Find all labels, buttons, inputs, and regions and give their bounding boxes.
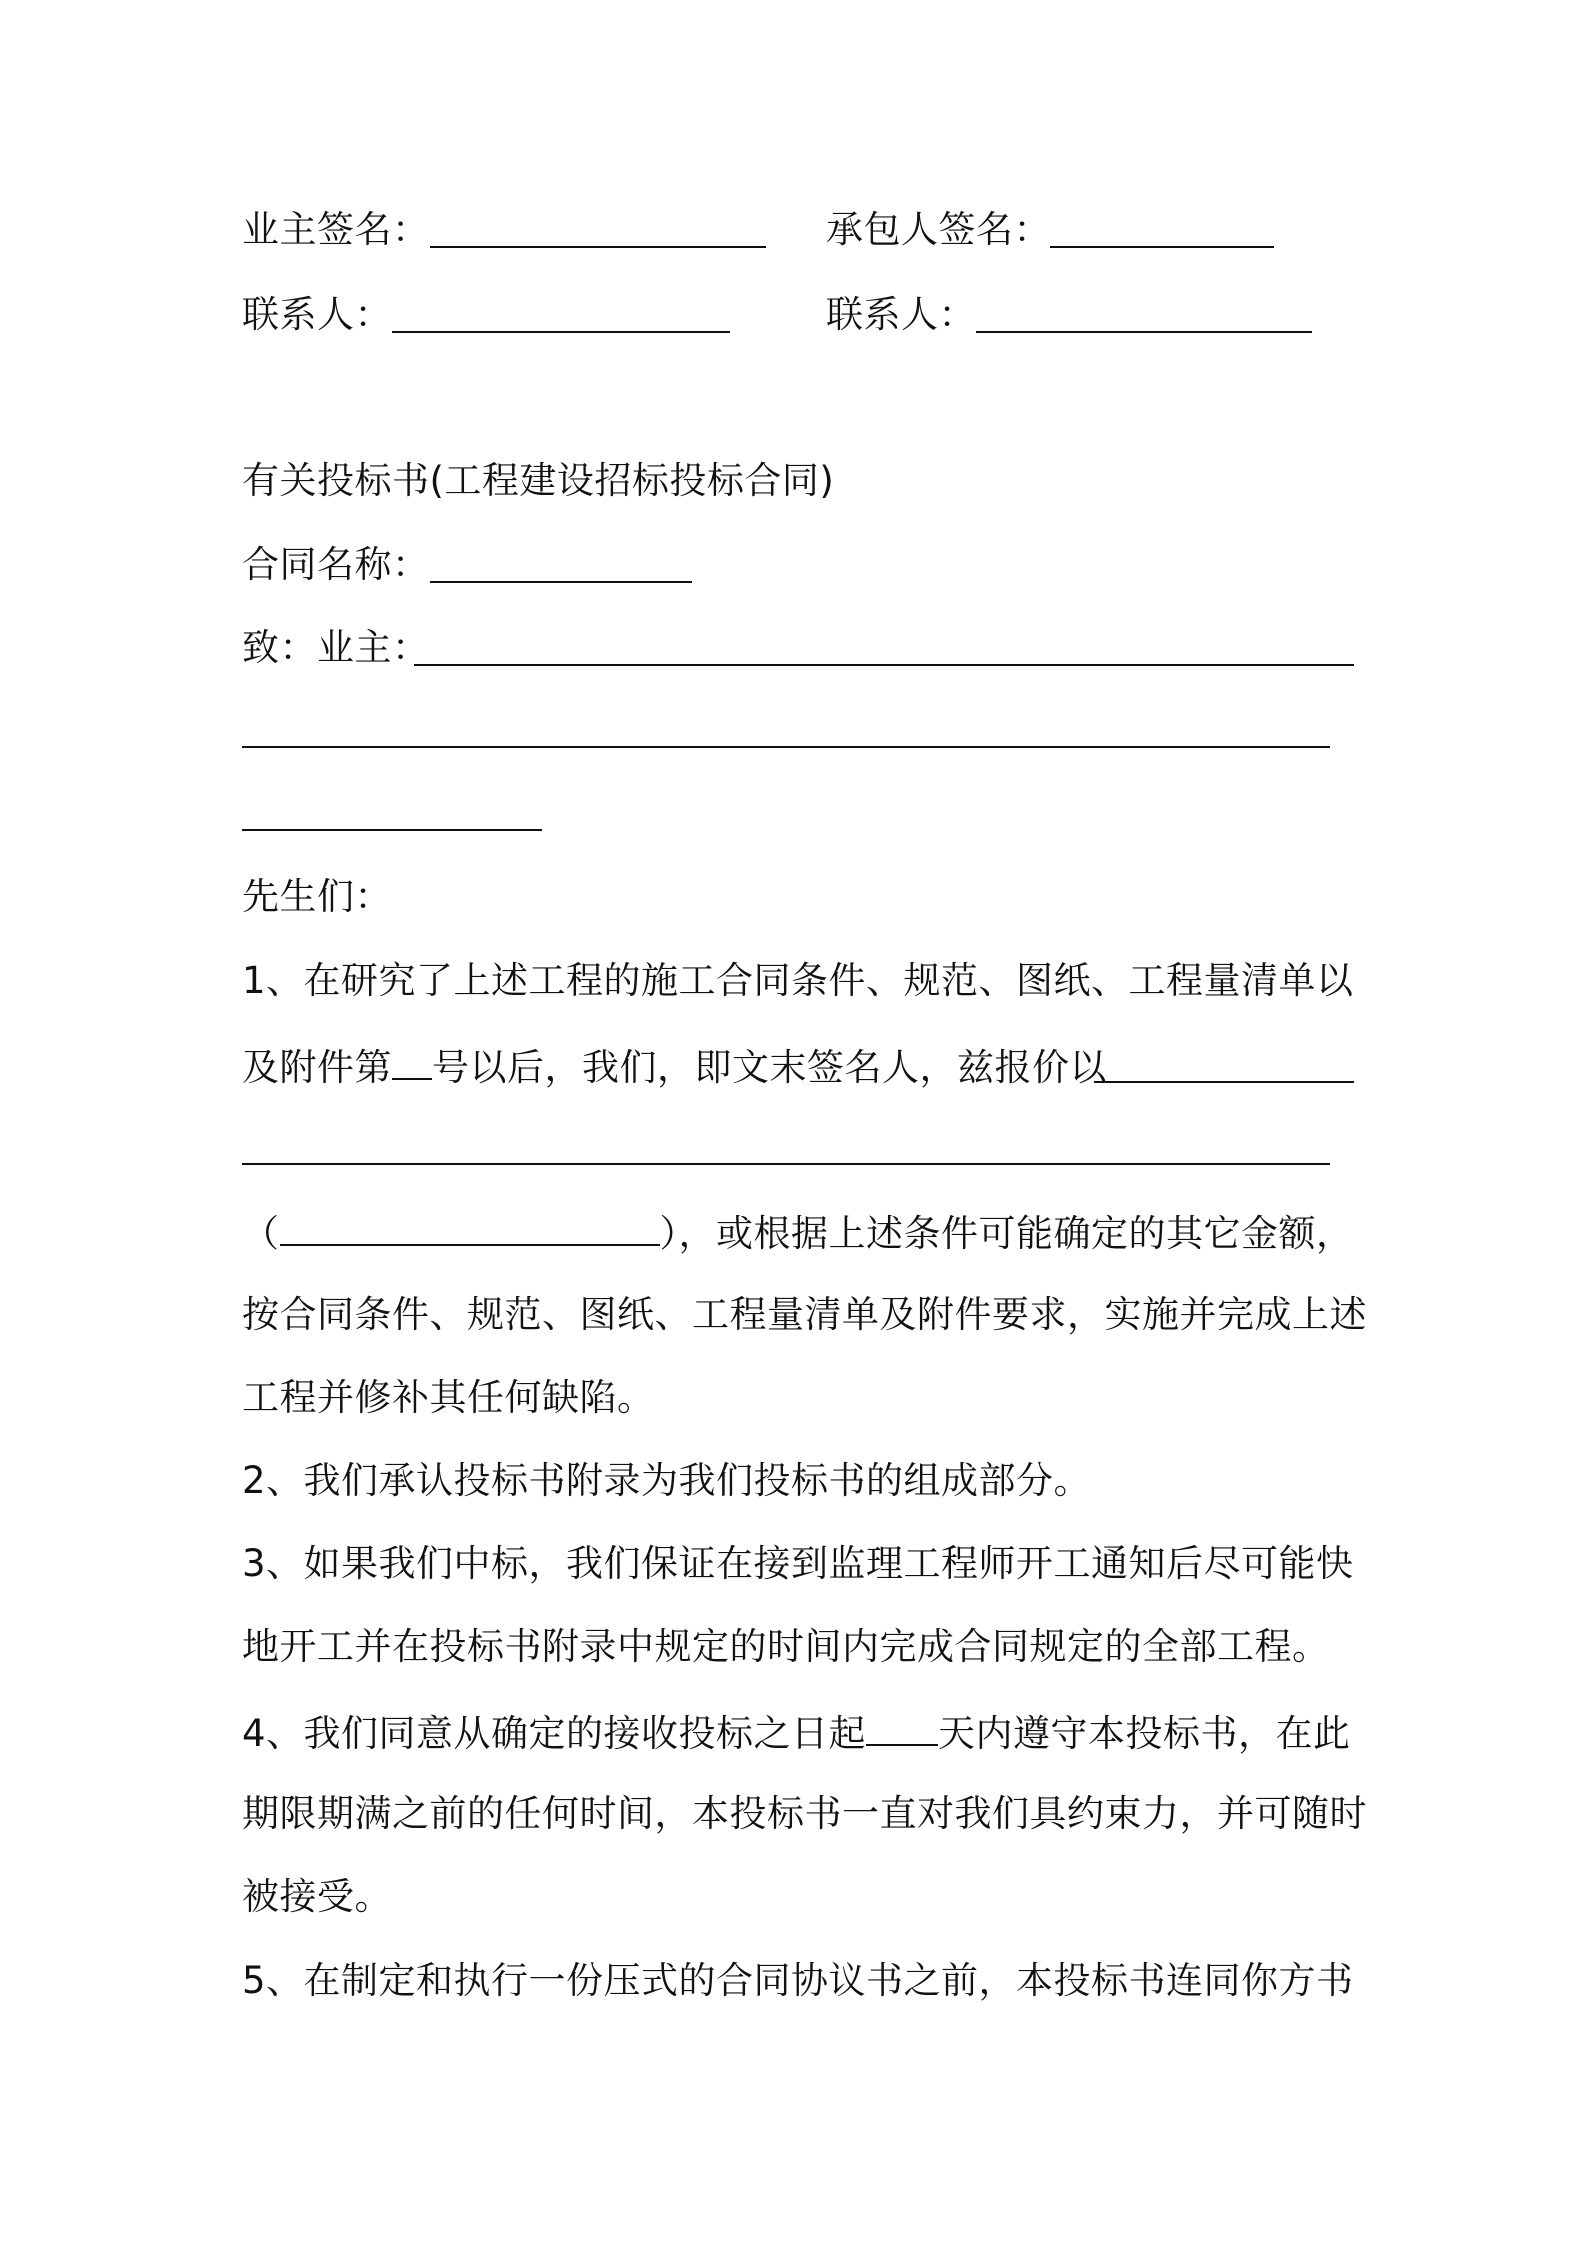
owner-signature-label: 业主签名： <box>242 208 430 251</box>
paragraph-4-prefix: 4、我们同意从确定的接收投标之日起 <box>242 1712 867 1755</box>
to-owner-blank-2[interactable] <box>242 746 1330 748</box>
paragraph-4-line-1 <box>242 1706 1351 1759</box>
annex-number-blank[interactable] <box>392 1040 432 1080</box>
contact-right-label: 联系人： <box>826 293 976 336</box>
price-blank-2[interactable] <box>242 1163 1330 1165</box>
tender-title: 有关投标书(工程建设招标投标合同) <box>242 459 835 502</box>
contractor-signature-blank[interactable] <box>1050 246 1274 248</box>
to-owner-label: 致：业主： <box>242 626 430 669</box>
contact-left-label: 联系人： <box>242 293 392 336</box>
paragraph-3-line-2: 地开工并在投标书附录中规定的时间内完成合同规定的全部工程。 <box>242 1625 1330 1668</box>
paragraph-1-line-1: 1、在研究了上述工程的施工合同条件、规范、图纸、工程量清单以 <box>242 959 1354 1002</box>
to-owner-blank-1[interactable] <box>414 664 1354 666</box>
paragraph-1-line-4 <box>242 1206 1354 1259</box>
contract-name-blank[interactable] <box>430 581 692 583</box>
annex-prefix: 及附件第 <box>242 1046 392 1089</box>
price-blank-1[interactable] <box>1094 1081 1354 1083</box>
to-owner-row <box>242 623 430 673</box>
days-blank[interactable] <box>866 1706 938 1746</box>
contract-name-row <box>242 540 430 590</box>
paragraph-4-line-2: 期限期满之前的任何时间，本投标书一直对我们具约束力，并可随时 <box>242 1792 1367 1835</box>
to-owner-blank-3[interactable] <box>242 829 542 831</box>
annex-suffix: 号以后，我们，即文末签名人，兹报价以 <box>432 1046 1107 1089</box>
price-words-blank[interactable] <box>280 1206 660 1246</box>
paragraph-1-line-2 <box>242 1040 1107 1093</box>
paragraph-1-line-5: 按合同条件、规范、图纸、工程量清单及附件要求，实施并完成上述 <box>242 1293 1367 1336</box>
paragraph-4-line-3: 被接受。 <box>242 1875 392 1918</box>
paragraph-1-line-6: 工程并修补其任何缺陷。 <box>242 1376 655 1419</box>
contact-right-row <box>826 290 976 340</box>
salutation: 先生们： <box>242 875 392 918</box>
paragraph-3-line-1: 3、如果我们中标，我们保证在接到监理工程师开工通知后尽可能快 <box>242 1542 1354 1585</box>
contact-left-blank[interactable] <box>392 331 730 333</box>
owner-signature-row <box>242 205 430 255</box>
contract-name-label: 合同名称： <box>242 543 430 586</box>
paragraph-1-line-4-rest: ），或根据上述条件可能确定的其它金额， <box>659 1212 1354 1255</box>
contact-right-blank[interactable] <box>976 331 1312 333</box>
owner-signature-blank[interactable] <box>430 246 766 248</box>
contact-left-row <box>242 290 392 340</box>
contractor-signature-label: 承包人签名： <box>826 208 1051 251</box>
contractor-signature-row <box>826 205 1051 255</box>
paragraph-4-suffix: 天内遵守本投标书，在此 <box>938 1712 1351 1755</box>
open-paren: （ <box>242 1212 280 1255</box>
paragraph-5-line-1: 5、在制定和执行一份压式的合同协议书之前，本投标书连同你方书 <box>242 1959 1354 2002</box>
paragraph-2: 2、我们承认投标书附录为我们投标书的组成部分。 <box>242 1459 1092 1502</box>
